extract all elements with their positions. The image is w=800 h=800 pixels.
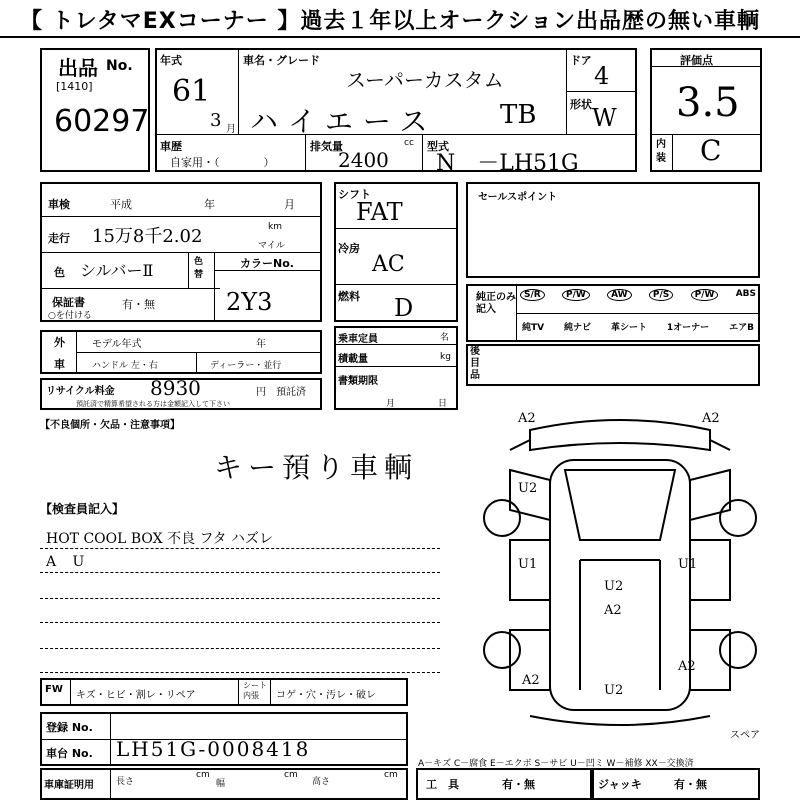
mark-front-right: A2 bbox=[702, 411, 720, 426]
shape-label: 形状 bbox=[570, 98, 592, 111]
equip-tv: 純TV bbox=[522, 323, 545, 333]
equip-sunroof: S/R bbox=[520, 289, 545, 301]
shift-label: シフト bbox=[338, 188, 371, 201]
recycle-note: 預託済で精算希望される方は金額記入して下さい bbox=[76, 400, 230, 408]
year-month-unit: 月 bbox=[226, 124, 236, 135]
mark-rear: U2 bbox=[604, 683, 624, 698]
recycle-unit: 円 bbox=[256, 387, 266, 398]
doc-expiry-label: 書類期限 bbox=[338, 376, 378, 387]
fw-seat-label: シート 内張 bbox=[243, 681, 267, 700]
mark-roof-a: A2 bbox=[604, 603, 622, 618]
sales-point-label: セールスポイント bbox=[478, 192, 558, 203]
spare-label: スペア bbox=[730, 730, 760, 741]
inspector-label: 【検査員記入】 bbox=[40, 502, 125, 516]
jack-value: 有・無 bbox=[674, 778, 707, 791]
header-bar bbox=[0, 0, 800, 38]
warranty-value: 有・無 bbox=[122, 298, 155, 311]
displacement-unit: cc bbox=[404, 138, 414, 148]
displacement-label: 排気量 bbox=[310, 140, 343, 153]
history-value: 自家用・（ ） bbox=[170, 156, 275, 169]
seats-unit: 名 bbox=[440, 333, 450, 343]
garage-label: 車庫証明用 bbox=[44, 780, 94, 791]
foreign-label2: 車 bbox=[54, 358, 65, 371]
ac-value: AC bbox=[372, 252, 405, 277]
shaken-year: 年 bbox=[204, 198, 215, 211]
history-label: 車歴 bbox=[160, 140, 182, 153]
mark-rear-right: A2 bbox=[678, 659, 696, 674]
warranty-note: ○を付ける bbox=[48, 311, 92, 321]
fw-seat-items: コゲ・穴・汚レ・破レ bbox=[276, 690, 376, 701]
rear-label: 後 目 品 bbox=[470, 346, 480, 381]
rear-items-box bbox=[466, 344, 760, 386]
header-title: 【 トレタマEXコーナー 】過去１年以上オークション出品歴の無い車輌 bbox=[20, 9, 760, 34]
mark-front-left: A2 bbox=[518, 411, 536, 426]
year-label: 年式 bbox=[160, 54, 182, 67]
shape-value: W bbox=[592, 104, 617, 132]
fuel-label: 燃料 bbox=[338, 290, 360, 303]
tools-value: 有・無 bbox=[502, 778, 535, 791]
equip-ps: P/S bbox=[649, 289, 673, 301]
fw-items: キズ・ヒビ・割レ・リペア bbox=[76, 690, 196, 701]
key-note: キー預り車輌 bbox=[214, 451, 419, 484]
garage-width: 幅 bbox=[216, 779, 226, 789]
equip-one-owner: 1オーナー bbox=[666, 323, 710, 333]
type-value: N －LH51G bbox=[436, 151, 579, 176]
displacement-value: 2400 bbox=[338, 148, 389, 172]
equip-row1 bbox=[520, 289, 756, 301]
legend: A－キズ C－腐食 E－エクボ S－サビ U－凹ミ W－補修 XX－交換済 bbox=[418, 759, 694, 769]
mileage-km: km bbox=[268, 222, 282, 232]
mark-roof-u: U2 bbox=[604, 579, 624, 594]
ac-label: 冷房 bbox=[338, 242, 360, 255]
year-month: 3 bbox=[210, 110, 222, 131]
chassis-label: 車台 No. bbox=[46, 747, 93, 760]
foreign-year: 年 bbox=[256, 339, 266, 350]
equip-abs: ABS bbox=[735, 289, 756, 299]
color-label: 色 bbox=[54, 266, 65, 279]
chassis-value: LH51G-0008418 bbox=[116, 737, 311, 761]
weight-label: 積載量 bbox=[338, 354, 368, 365]
defects-label: 【不良個所・欠品・注意事項】 bbox=[40, 420, 180, 431]
garage-length-unit: cm bbox=[196, 770, 210, 780]
seats-label: 乗車定員 bbox=[338, 334, 378, 345]
interior-value: C bbox=[700, 134, 722, 167]
garage-width-unit: cm bbox=[284, 770, 298, 780]
recycle-value: 8930 bbox=[150, 376, 201, 400]
color-change: 色 替 bbox=[194, 257, 204, 280]
model-label: 車名・グレード bbox=[243, 54, 320, 67]
doc-expiry-month: 月 bbox=[386, 399, 396, 409]
mark-hood: U2 bbox=[518, 481, 538, 496]
doc-expiry-day: 日 bbox=[438, 399, 448, 409]
equip-row2 bbox=[522, 320, 754, 333]
equip-airbag: エアB bbox=[729, 323, 754, 333]
door-value: 4 bbox=[594, 62, 610, 90]
reg-label: 登録 No. bbox=[46, 721, 93, 734]
mileage-value: 15万8千2.02 bbox=[92, 226, 203, 247]
inspector-line1: HOT COOL BOX 不良 フタ ハズレ bbox=[46, 531, 274, 547]
equip-pw2: P/W bbox=[691, 289, 719, 301]
mark-left-door: U1 bbox=[518, 557, 538, 572]
lot-no-label: No. bbox=[106, 58, 133, 74]
color-code: 2Y3 bbox=[226, 288, 273, 316]
recycle-label: リサイクル料金 bbox=[46, 386, 115, 397]
rating-label: 評価点 bbox=[680, 54, 713, 67]
color-value: シルバーⅡ bbox=[80, 261, 154, 280]
recycle-status: 預託済 bbox=[276, 387, 306, 398]
equip-label: 純正のみ記入 bbox=[476, 292, 516, 315]
model-grade: スーパーカスタム bbox=[346, 68, 504, 92]
tools-label: 工 具 bbox=[426, 778, 459, 791]
equip-aw: AW bbox=[607, 289, 632, 301]
model-suffix: TB bbox=[500, 100, 537, 130]
mark-right-door: U1 bbox=[678, 557, 698, 572]
shaken-month: 月 bbox=[284, 198, 295, 211]
color-code-label: カラーNo. bbox=[240, 257, 294, 270]
equip-pw: P/W bbox=[562, 289, 590, 301]
jack-label: ジャッキ bbox=[598, 778, 642, 791]
equip-leather: 革シート bbox=[610, 323, 647, 333]
shaken-label: 車検 bbox=[48, 198, 70, 211]
interior-label: 内 装 bbox=[656, 139, 666, 164]
fuel-value: D bbox=[394, 294, 414, 322]
year-era: 61 bbox=[172, 74, 211, 109]
foreign-dealer: ディーラー・並行 bbox=[210, 361, 282, 371]
garage-height-unit: cm bbox=[384, 770, 398, 780]
shaken-era: 平成 bbox=[110, 198, 132, 211]
mileage-label: 走行 bbox=[48, 232, 70, 245]
fw-label: FW bbox=[45, 684, 63, 695]
mark-rear-left: A2 bbox=[522, 673, 540, 688]
foreign-model-year: モデル年式 bbox=[92, 339, 142, 350]
foreign-handle: ハンドル 左・右 bbox=[92, 361, 158, 371]
foreign-label1: 外 bbox=[54, 336, 65, 349]
lot-sub: [1410] bbox=[56, 80, 93, 93]
shift-value: FAT bbox=[356, 198, 403, 226]
equip-navi: 純ナビ bbox=[564, 323, 592, 333]
lot-label: 出品 bbox=[58, 56, 98, 80]
vehicle-damage-diagram bbox=[470, 400, 770, 740]
garage-height: 高さ bbox=[312, 777, 331, 787]
model-name: ハイエース bbox=[250, 105, 438, 138]
garage-length: 長さ bbox=[116, 777, 135, 787]
inspector-line2: A U bbox=[46, 554, 91, 570]
warranty-label: 保証書 bbox=[52, 296, 85, 309]
mileage-mile: マイル bbox=[258, 241, 285, 251]
weight-unit: kg bbox=[440, 352, 451, 362]
lot-number: 60297 bbox=[54, 104, 150, 139]
door-label: ドア bbox=[570, 54, 592, 67]
type-label: 型式 bbox=[427, 140, 449, 153]
rating-score: 3.5 bbox=[676, 80, 740, 126]
